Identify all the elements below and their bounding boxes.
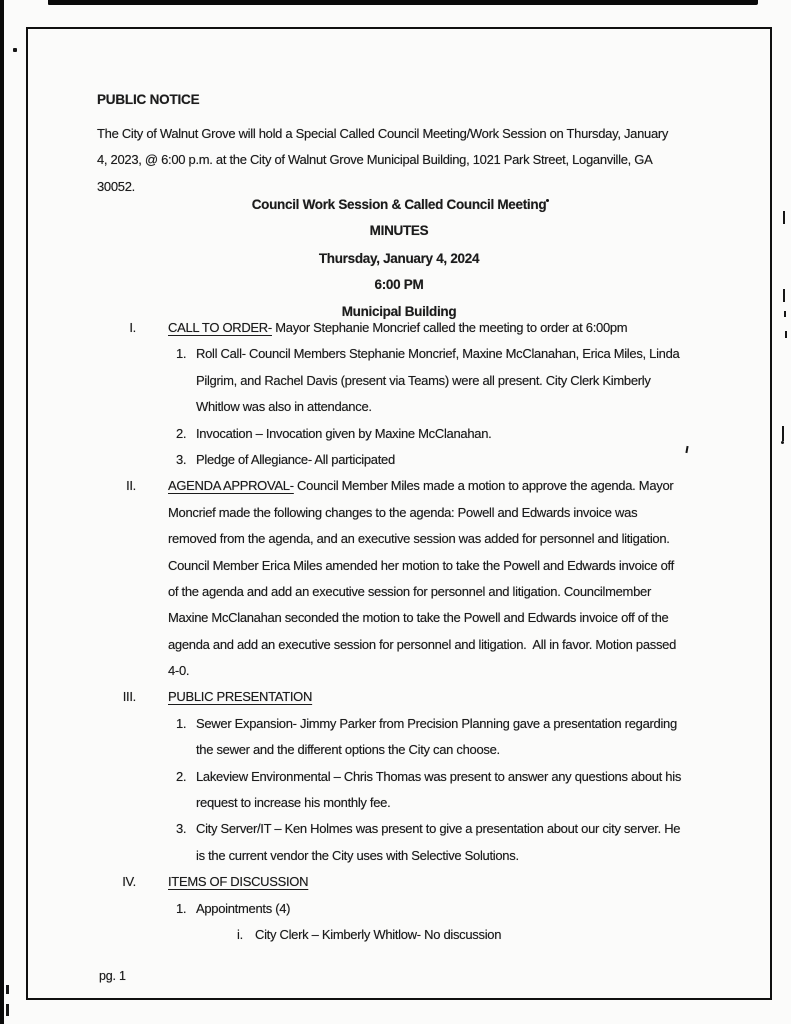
agenda-item-line xyxy=(122,421,742,447)
agenda-section-label: CALL TO ORDER- xyxy=(168,320,272,335)
agenda-item-text: City Server/IT – Ken Holmes was present to give a presentation about our city server. He xyxy=(196,821,681,837)
agenda-section-heading xyxy=(122,473,742,499)
page-number: pg. 1 xyxy=(99,969,126,983)
intro-line: 30052. xyxy=(97,178,135,194)
agenda-section-numeral: IV. xyxy=(122,874,136,890)
meeting-datetime xyxy=(26,246,772,325)
agenda-section-wrap-line: agenda and add an executive session for personnel and litigation. All in favor. Motion passed xyxy=(168,636,677,652)
agenda-item-line: is the current vendor the City uses with Selective Solutions. xyxy=(196,847,519,863)
scan-artifact xyxy=(783,211,785,224)
agenda-section-text: Mayor Stephanie Moncrief called the meeting to order at 6:00pm xyxy=(271,320,628,335)
agenda-section-heading xyxy=(122,869,742,895)
scan-artifact xyxy=(6,1004,9,1016)
agenda-item-text: Appointments (4) xyxy=(196,900,291,916)
agenda-item-line: Whitlow was also in attendance. xyxy=(196,399,372,415)
agenda-item-number: 1. xyxy=(176,346,187,362)
intro-paragraph xyxy=(97,121,668,200)
scan-artifact xyxy=(6,985,9,994)
agenda-section-text: Council Member Miles made a motion to approve the agenda. Mayor xyxy=(293,478,674,494)
agenda-section-heading xyxy=(122,315,742,341)
intro-line: The City of Walnut Grove will hold a Special Called Council Meeting/Work Session on Thursday, January xyxy=(97,126,669,141)
agenda-item-line: request to increase his monthly fee. xyxy=(196,795,391,811)
meeting-line: Municipal Building xyxy=(341,303,457,319)
agenda-section-wrap-line: of the agenda and add an executive session for personnel and litigation. Councilmember xyxy=(168,583,651,599)
agenda-section-numeral: I. xyxy=(129,320,136,335)
agenda-item-number: 1. xyxy=(176,900,187,916)
agenda-section-wrap-line: 4-0. xyxy=(168,663,190,679)
agenda-item-line xyxy=(122,764,742,790)
public-notice-heading: PUBLIC NOTICE xyxy=(97,92,200,107)
agenda-item-line xyxy=(122,896,742,922)
scan-artifact xyxy=(783,289,785,302)
scan-artifact xyxy=(785,331,787,338)
scan-artifact xyxy=(782,426,784,441)
agenda-item-text: Invocation – Invocation given by Maxine McClanahan. xyxy=(196,425,492,441)
agenda-item-line: the sewer and the different options the City can choose. xyxy=(196,742,500,758)
agenda-section-label: PUBLIC PRESENTATION xyxy=(168,689,313,705)
agenda-list xyxy=(122,315,742,948)
agenda-item-text: Sewer Expansion- Jimmy Parker from Precision Planning gave a presentation regarding xyxy=(196,715,677,731)
scan-artifact xyxy=(781,441,784,444)
agenda-item-number: 2. xyxy=(176,768,187,784)
scan-edge-top xyxy=(48,0,758,5)
agenda-item-line xyxy=(122,341,742,367)
agenda-item-number: 3. xyxy=(176,451,187,467)
scan-edge-left xyxy=(0,0,4,1024)
meeting-line: 6:00 PM xyxy=(374,277,424,293)
intro-line: 4, 2023, @ 6:00 p.m. at the City of Walnut Grove Municipal Building, 1021 Park Street, Loganville, GA xyxy=(97,152,653,168)
agenda-item-text: Lakeview Environmental – Chris Thomas was present to answer any questions about his xyxy=(196,768,682,784)
agenda-section-wrap-line: removed from the agenda, and an executive session was added for personnel and litigation. xyxy=(168,531,670,547)
agenda-section-numeral: III. xyxy=(122,689,136,705)
agenda-item-text: Pledge of Allegiance- All participated xyxy=(196,451,395,467)
agenda-item-line xyxy=(122,816,742,842)
agenda-item-number: 3. xyxy=(176,821,187,837)
agenda-section-wrap-line: Moncrief made the following changes to the agenda: Powell and Edwards invoice was xyxy=(168,504,638,520)
agenda-item-number: 2. xyxy=(176,425,187,441)
agenda-subitem-line xyxy=(122,922,742,948)
agenda-item-number: 1. xyxy=(176,715,187,731)
agenda-section-label: ITEMS OF DISCUSSION xyxy=(168,874,309,890)
agenda-item-line: Pilgrim, and Rachel Davis (present via Teams) were all present. City Clerk Kimberly xyxy=(196,372,651,388)
agenda-item-text: Roll Call- Council Members Stephanie Moncrief, Maxine McClanahan, Erica Miles, Linda xyxy=(196,346,680,362)
title-line: Council Work Session & Called Council Meeting xyxy=(251,197,547,212)
agenda-item-line xyxy=(122,447,742,473)
agenda-item-line xyxy=(122,711,742,737)
agenda-section-numeral: II. xyxy=(126,478,136,494)
meeting-line: Thursday, January 4, 2024 xyxy=(318,251,480,266)
agenda-section-wrap-line: Maxine McClanahan seconded the motion to take the Powell and Edwards invoice off of the xyxy=(168,610,669,626)
agenda-section-label: AGENDA APPROVAL- xyxy=(168,478,294,494)
scan-artifact xyxy=(13,48,17,52)
agenda-subitem-number: i. xyxy=(237,926,243,942)
agenda-section-heading xyxy=(122,684,742,710)
title-line: MINUTES xyxy=(369,223,429,239)
scan-artifact xyxy=(784,311,786,317)
document-title xyxy=(26,192,772,245)
agenda-section-wrap-line: Council Member Erica Miles amended her motion to take the Powell and Edwards invoice off xyxy=(168,557,674,573)
agenda-subitem-text: City Clerk – Kimberly Whitlow- No discussion xyxy=(255,926,502,942)
